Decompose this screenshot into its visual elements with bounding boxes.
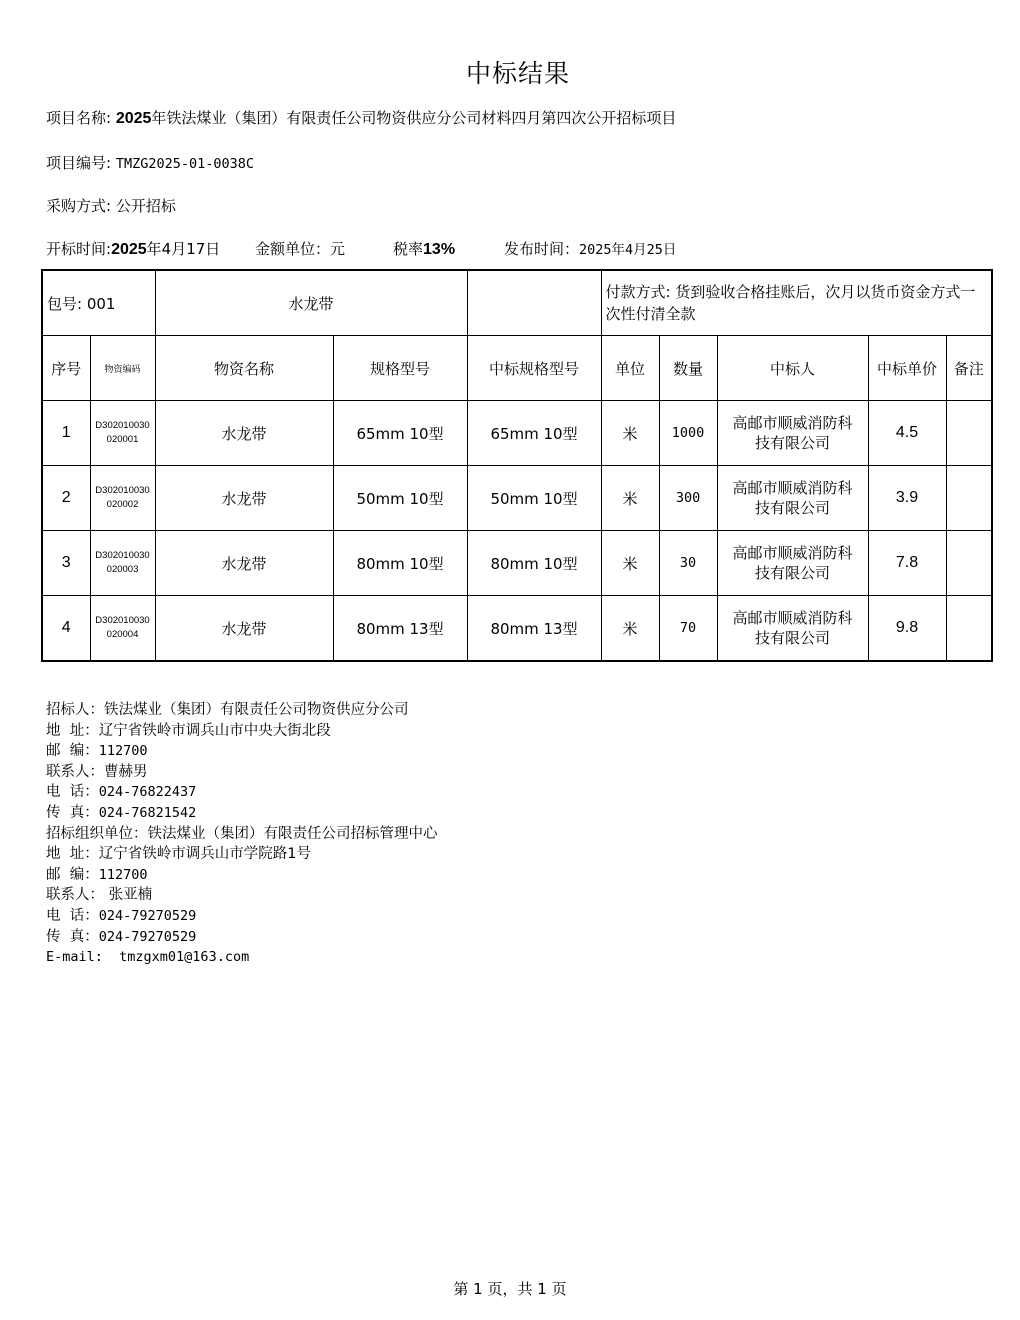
row-code (90, 401, 155, 466)
contact-label: 电 话： (46, 907, 99, 924)
project-code-label: 项目编号: (46, 154, 116, 172)
col-header-qty: 数量 (659, 336, 717, 401)
agency-phone-line (46, 906, 438, 927)
project-name (46, 107, 676, 128)
publish-time-label: 发布时间： (504, 240, 580, 258)
procurement-method-label: 采购方式: (46, 197, 116, 215)
contact-value: 辽宁省铁岭市调兵山市中央大街北段 (98, 722, 331, 739)
row-unit: 米 (601, 466, 659, 531)
row-no: 3 (42, 531, 90, 596)
row-winner-line2: 技有限公司 (755, 629, 831, 647)
contact-value: 112700 (98, 866, 148, 883)
payment-terms: 付款方式: 货到验收合格挂账后，次月以货币资金方式一次性付清全款 (601, 270, 992, 336)
agency-postcode-line (46, 865, 438, 886)
row-win-spec: 50mm 10型 (467, 466, 601, 531)
tenderer-contact-line (46, 762, 438, 783)
col-header-win-spec: 中标规格型号 (467, 336, 601, 401)
package-empty-cell (467, 270, 601, 336)
contact-value: 024-79270529 (98, 928, 197, 945)
tenderer-line (46, 700, 438, 721)
row-unit: 米 (601, 596, 659, 662)
row-note (946, 466, 992, 531)
page-footer: 第 1 页，共 1 页 (453, 1280, 567, 1298)
publish-time (504, 238, 676, 259)
result-table (41, 269, 993, 662)
contact-value: 曹赫男 (104, 763, 148, 780)
col-header-price: 中标单价 (868, 336, 946, 401)
row-qty: 70 (659, 596, 717, 662)
contact-label: 电 话： (46, 784, 99, 801)
row-no: 1 (42, 401, 90, 466)
contact-info (46, 700, 438, 968)
row-code-line2: 020002 (106, 499, 139, 510)
contact-value: 张亚楠 (104, 887, 153, 904)
row-win-spec: 80mm 13型 (467, 596, 601, 662)
tenderer-address-line (46, 721, 438, 742)
row-spec: 65mm 10型 (333, 401, 467, 466)
row-name: 水龙带 (155, 596, 333, 662)
project-code (46, 152, 254, 173)
tax-rate-label: 税率 (393, 240, 424, 258)
row-code-line1: D302010030 (95, 550, 150, 561)
tenderer-phone-line (46, 782, 438, 803)
row-qty: 300 (659, 466, 717, 531)
col-header-no: 序号 (42, 336, 90, 401)
row-note (946, 401, 992, 466)
contact-value: 辽宁省铁岭市调兵山市学院路1号 (98, 846, 311, 863)
contact-label: 联系人： (46, 763, 104, 780)
row-winner-line2: 技有限公司 (755, 499, 831, 517)
bid-open-year: 2025 (111, 241, 147, 258)
package-header-row (42, 270, 992, 336)
row-name: 水龙带 (155, 466, 333, 531)
row-no: 2 (42, 466, 90, 531)
row-name: 水龙带 (155, 401, 333, 466)
row-code (90, 531, 155, 596)
project-name-label: 项目名称: (46, 109, 116, 127)
row-winner-line2: 技有限公司 (755, 564, 831, 582)
table-row (42, 466, 992, 531)
col-header-code: 物资编码 (90, 336, 155, 401)
contact-label: 传 真： (46, 928, 99, 945)
contact-value: 112700 (98, 743, 148, 760)
bid-open-label: 开标时间: (46, 240, 112, 258)
contact-label: 邮 编： (46, 743, 99, 760)
contact-label: 地 址： (46, 846, 99, 863)
row-code-line1: D302010030 (95, 485, 150, 496)
row-qty: 30 (659, 531, 717, 596)
row-winner-line1: 高邮市顺威消防科 (732, 544, 853, 562)
publish-time-value: 2025年4月25日 (579, 242, 677, 258)
currency-unit: 金额单位：元 (255, 240, 346, 258)
row-price: 3.9 (868, 466, 946, 531)
row-spec: 80mm 10型 (333, 531, 467, 596)
contact-label: 联系人： (46, 887, 104, 904)
row-unit: 米 (601, 531, 659, 596)
agency-contact-line (46, 885, 438, 906)
row-qty: 1000 (659, 401, 717, 466)
tax-rate (393, 238, 455, 259)
bid-open-date: 年4月17日 (146, 240, 221, 258)
contact-label: E-mail: (46, 949, 112, 966)
row-price: 9.8 (868, 596, 946, 662)
contact-value: 铁法煤业（集团）有限责任公司招标管理中心 (147, 825, 438, 842)
contact-value: 铁法煤业（集团）有限责任公司物资供应分公司 (104, 702, 409, 718)
table-row (42, 531, 992, 596)
agency-email-line (46, 947, 438, 968)
agency-line (46, 824, 438, 845)
row-code (90, 596, 155, 662)
contact-value: 024-76822437 (98, 784, 197, 801)
procurement-method (46, 195, 176, 216)
row-code-line2: 020004 (106, 629, 139, 640)
row-win-spec: 65mm 10型 (467, 401, 601, 466)
contact-label: 邮 编： (46, 866, 99, 883)
row-winner-line1: 高邮市顺威消防科 (732, 414, 853, 432)
row-winner-line1: 高邮市顺威消防科 (732, 609, 853, 627)
row-price: 4.5 (868, 401, 946, 466)
row-code-line1: D302010030 (95, 615, 150, 626)
row-name: 水龙带 (155, 531, 333, 596)
row-code-line2: 020001 (106, 434, 139, 445)
contact-label: 招标组织单位： (46, 825, 148, 842)
tenderer-fax-line (46, 803, 438, 824)
row-winner-line2: 技有限公司 (755, 434, 831, 452)
row-note (946, 596, 992, 662)
row-winner (717, 401, 868, 466)
procurement-method-value: 公开招标 (115, 197, 176, 215)
row-winner (717, 596, 868, 662)
contact-label: 传 真： (46, 804, 99, 821)
project-code-value: TMZG2025-01-0038C (115, 156, 254, 172)
row-no: 4 (42, 596, 90, 662)
contact-value: 024-79270529 (98, 907, 197, 924)
row-spec: 80mm 13型 (333, 596, 467, 662)
column-header-row (42, 336, 992, 401)
project-name-text: 年铁法煤业（集团）有限责任公司物资供应分公司材料四月第四次公开招标项目 (151, 109, 677, 127)
contact-value: 024-76821542 (98, 804, 197, 821)
row-unit: 米 (601, 401, 659, 466)
contact-label: 招标人： (46, 702, 104, 718)
table-row (42, 401, 992, 466)
row-price: 7.8 (868, 531, 946, 596)
col-header-note: 备注 (946, 336, 992, 401)
col-header-unit: 单位 (601, 336, 659, 401)
agency-fax-line (46, 927, 438, 948)
row-spec: 50mm 10型 (333, 466, 467, 531)
package-number: 包号: 001 (42, 270, 155, 336)
contact-value: tmzgxm01@163.com (111, 949, 250, 966)
col-header-winner: 中标人 (717, 336, 868, 401)
row-code-line2: 020003 (106, 564, 139, 575)
row-code-line1: D302010030 (95, 420, 150, 431)
page-title: 中标结果 (465, 59, 570, 88)
tenderer-postcode-line (46, 741, 438, 762)
project-name-year: 2025 (115, 110, 152, 127)
row-winner (717, 466, 868, 531)
row-note (946, 531, 992, 596)
package-name: 水龙带 (155, 270, 467, 336)
row-win-spec: 80mm 10型 (467, 531, 601, 596)
row-winner-line1: 高邮市顺威消防科 (732, 479, 853, 497)
row-winner (717, 531, 868, 596)
contact-label: 地 址： (46, 722, 99, 739)
table-row (42, 596, 992, 662)
bid-open-time (46, 238, 220, 259)
col-header-spec: 规格型号 (333, 336, 467, 401)
agency-address-line (46, 844, 438, 865)
col-header-name: 物资名称 (155, 336, 333, 401)
tax-rate-value: 13% (423, 241, 456, 258)
row-code (90, 466, 155, 531)
